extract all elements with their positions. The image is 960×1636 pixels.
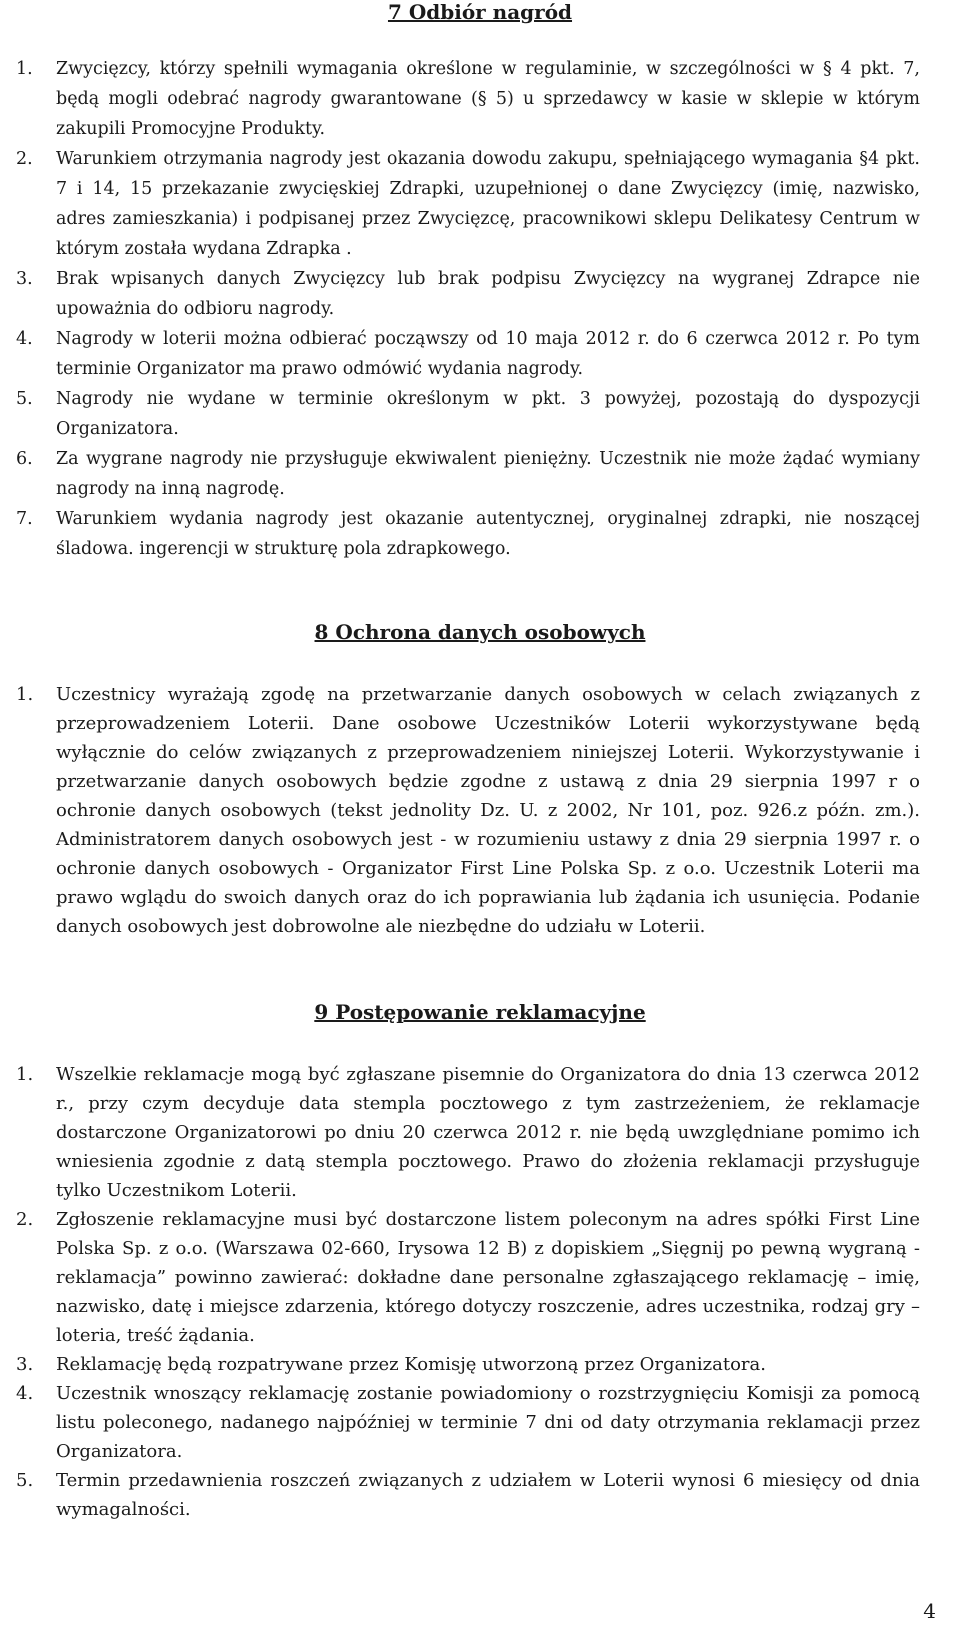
list-item: [16, 504, 920, 564]
list-item: [16, 1379, 920, 1466]
item-text: Nagrody nie wydane w terminie określonym w pkt. 3 powyżej, pozostają do dyspozycji Organizatora.: [56, 389, 920, 439]
item-number: 2.: [16, 149, 33, 169]
item-text: Uczestnicy wyrażają zgodę na przetwarzanie danych osobowych w celach związanych z przeprowadzeniem Loterii. Dane osobowe Uczestników Loterii wykorzystywane będą wyłącznie do celów związanych z przeprowadzeniem niniejszej Loterii. Wykorzystywanie i przetwarzanie danych osobowych będzie zgodne z ustawą z dnia 29 sierpnia 1997 r o ochronie danych osobowych (tekst jednolity Dz. U. z 2002, Nr 101, poz. 926.z późn. zm.). Administratorem danych osobowych jest - w rozumieniu ustawy z dnia 29 sierpnia 1997 r. o ochronie danych osobowych - Organizator First Line Polska Sp. z o.o. Uczestnik Loterii ma prawo wglądu do swoich danych oraz do ich poprawiania lub żądania ich usunięcia. Podanie danych osobowych jest dobrowolne ale niezbędne do udziału w Loterii.: [56, 684, 920, 937]
section-7-list: [16, 54, 920, 564]
list-item: [16, 384, 920, 444]
list-item: [16, 1350, 920, 1379]
item-text: Reklamację będą rozpatrywane przez Komisję utworzoną przez Organizatora.: [56, 1354, 766, 1375]
list-item: [16, 1205, 920, 1350]
item-text: Warunkiem wydania nagrody jest okazanie autentycznej, oryginalnej zdrapki, nie noszącej śladowa. ingerencji w strukturę pola zdrapkowego.: [56, 509, 920, 559]
list-item: [16, 144, 920, 264]
item-number: 2.: [16, 1209, 34, 1230]
item-text: Uczestnik wnoszący reklamację zostanie powiadomiony o rozstrzygnięciu Komisji za pomocą listu poleconego, nadanego najpóźniej w terminie 7 dni od daty otrzymania reklamacji przez Organizatora.: [56, 1383, 920, 1462]
list-item: [16, 1060, 920, 1205]
section-8-list: [16, 680, 920, 941]
item-number: 7.: [16, 509, 33, 529]
section-8-heading: 8 Ochrona danych osobowych: [314, 620, 646, 644]
item-text: Zgłoszenie reklamacyjne musi być dostarczone listem poleconym na adres spółki First Line Polska Sp. z o.o. (Warszawa 02-660, Irysowa 12 B) z dopiskiem „Sięgnij po pewną wygraną - reklamacja” powinno zawierać: dokładne dane personalne zgłaszającego reklamację – imię, nazwisko, datę i miejsce zdarzenia, którego dotyczy roszczenie, adres uczestnika, rodzaj gry – loteria, treść żądania.: [56, 1209, 920, 1346]
item-text: Brak wpisanych danych Zwycięzcy lub brak podpisu Zwycięzcy na wygranej Zdrapce nie upoważnia do odbioru nagrody.: [56, 269, 920, 319]
item-number: 5.: [16, 389, 33, 409]
item-number: 4.: [16, 1383, 34, 1404]
item-text: Za wygrane nagrody nie przysługuje ekwiwalent pieniężny. Uczestnik nie może żądać wymiany nagrody na inną nagrodę.: [56, 449, 920, 499]
list-item: [16, 680, 920, 941]
item-text: Nagrody w loterii można odbierać począwszy od 10 maja 2012 r. do 6 czerwca 2012 r. Po tym terminie Organizator ma prawo odmówić wydania nagrody.: [56, 329, 920, 379]
item-number: 3.: [16, 269, 33, 289]
item-number: 1.: [16, 684, 34, 705]
section-9-list: [16, 1060, 920, 1524]
list-item: [16, 1466, 920, 1524]
item-text: Zwycięzcy, którzy spełnili wymagania określone w regulaminie, w szczególności w § 4 pkt. 7, będą mogli odebrać nagrody gwarantowane (§ 5) u sprzedawcy w kasie w sklepie w którym zakupili Promocyjne Produkty.: [56, 59, 920, 139]
item-number: 6.: [16, 449, 33, 469]
item-text: Termin przedawnienia roszczeń związanych z udziałem w Loterii wynosi 6 miesięcy od dnia wymagalności.: [56, 1470, 920, 1520]
item-number: 4.: [16, 329, 33, 349]
item-number: 3.: [16, 1354, 34, 1375]
list-item: [16, 264, 920, 324]
section-7-heading: 7 Odbiór nagród: [387, 0, 573, 24]
list-item: [16, 54, 920, 144]
item-number: 5.: [16, 1470, 34, 1491]
item-number: 1.: [16, 59, 33, 79]
item-text: Wszelkie reklamacje mogą być zgłaszane pisemnie do Organizatora do dnia 13 czerwca 2012 r., przy czym decyduje data stempla pocztowego z tym zastrzeżeniem, że reklamacje dostarczone Organizatorowi po dniu 20 czerwca 2012 r. nie będą uwzględniane pomimo ich wniesienia zgodnie z datą stempla pocztowego. Prawo do złożenia reklamacji przysługuje tylko Uczestnikom Loterii.: [56, 1064, 920, 1201]
list-item: [16, 324, 920, 384]
page-number: 4: [923, 1599, 936, 1623]
section-9-heading: 9 Postępowanie reklamacyjne: [314, 1000, 646, 1024]
item-text: Warunkiem otrzymania nagrody jest okazania dowodu zakupu, spełniającego wymagania §4 pkt. 7 i 14, 15 przekazanie zwycięskiej Zdrapki, uzupełnionej o dane Zwycięzcy (imię, nazwisko, adres zamieszkania) i podpisanej przez Zwycięzcę, pracownikowi sklepu Delikatesy Centrum w którym została wydana Zdrapka .: [56, 149, 920, 259]
list-item: [16, 444, 920, 504]
item-number: 1.: [16, 1064, 34, 1085]
